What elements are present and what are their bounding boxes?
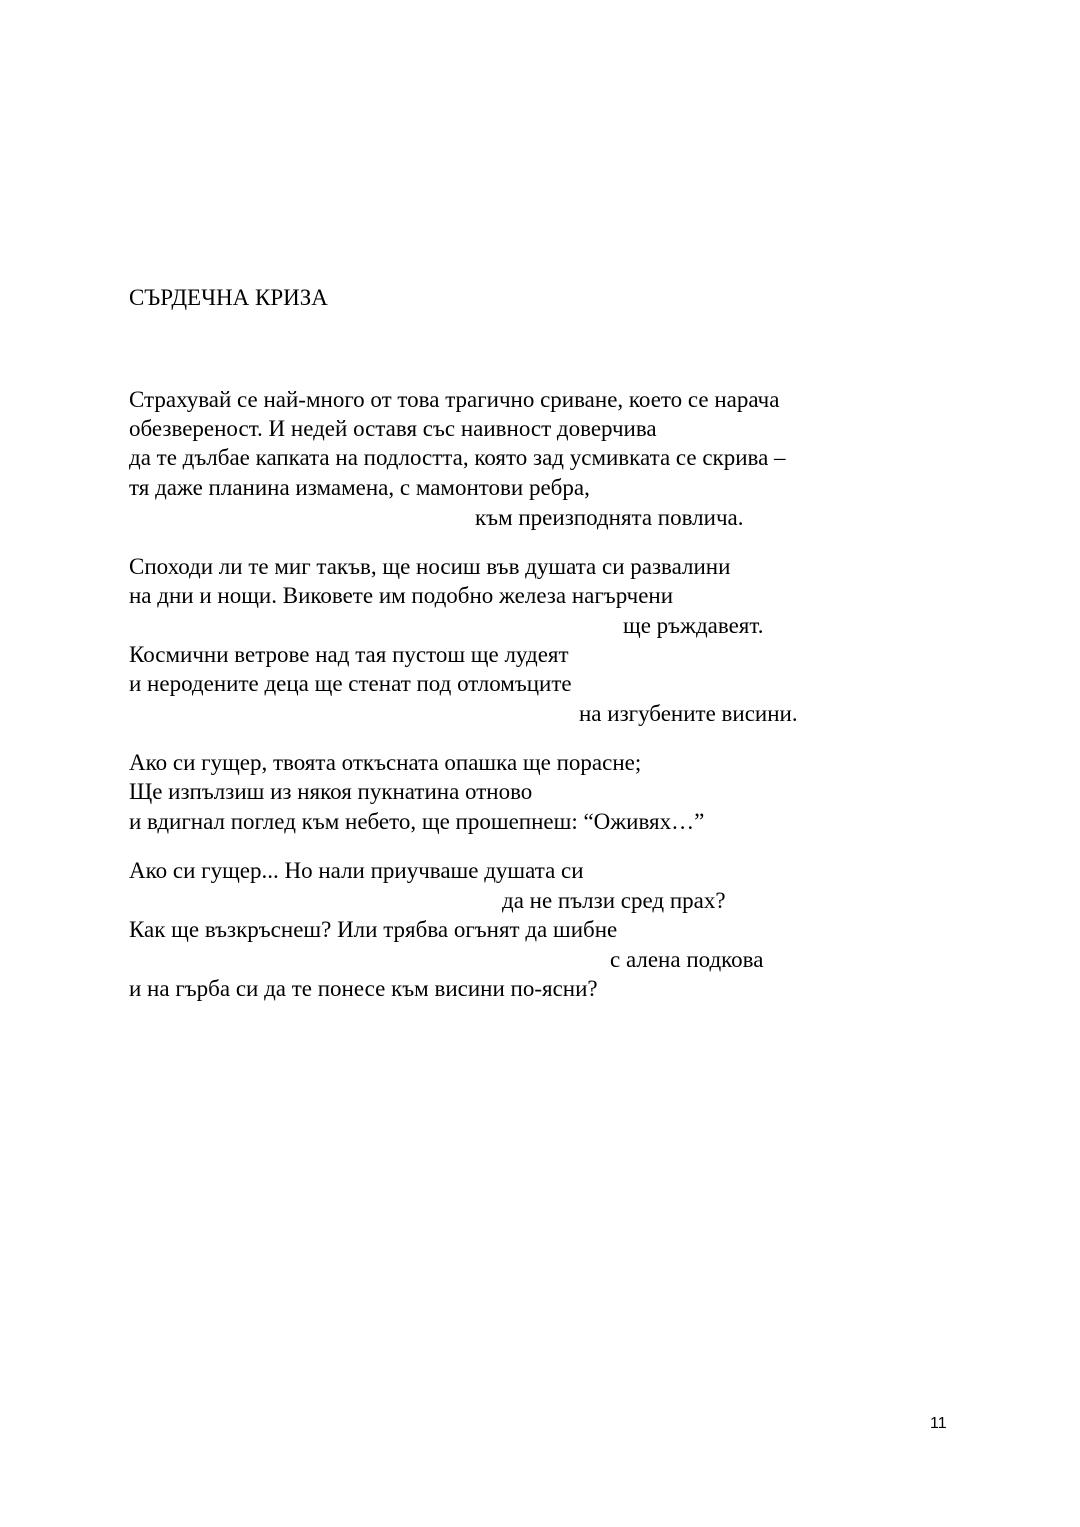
poem-line: Ако си гущер, твоята откъсната опашка ще порасне; xyxy=(129,750,642,775)
poem-line: Споходи ли те миг такъв, ще носиш във душата си развалини xyxy=(129,554,731,579)
poem-line-indented: към преизподнята повлича. xyxy=(475,505,744,530)
poem-line-indented: ще ръждавеят. xyxy=(623,613,764,638)
poem-title: СЪРДЕЧНА КРИЗА xyxy=(129,285,328,310)
poem-line: Космични ветрове над тая пустош ще лудеят xyxy=(129,642,569,667)
poem-line: Ще изпълзиш из някоя пукнатина отново xyxy=(129,779,533,804)
poem-line-indented: с алена подкова xyxy=(610,947,764,972)
poem-line: на дни и нощи. Виковете им подобно железа нагърчени xyxy=(129,583,674,608)
poem-line: тя даже планина измамена, с мамонтови ребра, xyxy=(129,475,590,500)
poem-line: обезвереност. И недей оставя със наивност доверчива xyxy=(129,416,657,441)
poem-line: Как ще възкръснеш? Или трябва огънят да шибне xyxy=(129,917,618,942)
poem-line: и на гърба си да те понесе към висини по-ясни? xyxy=(129,976,598,1001)
poem-line: Ако си гущер... Но нали приучваше душата си xyxy=(129,858,584,883)
poem-line: да те дълбае капката на подлостта, която зад усмивката се скрива – xyxy=(129,445,786,470)
poem-line: и вдигнал поглед към небето, ще прошепнеш: “Оживях…” xyxy=(129,809,705,834)
poem-line: и неродените деца ще стенат под отломъците xyxy=(129,671,572,696)
poem-line: Страхувай се най-много от това трагично сриване, което се нарача xyxy=(129,387,780,412)
page-number: 11 xyxy=(930,1415,947,1432)
poem-line-indented: на изгубените висини. xyxy=(579,701,798,726)
poem-line-indented: да не пълзи сред прах? xyxy=(502,888,726,913)
